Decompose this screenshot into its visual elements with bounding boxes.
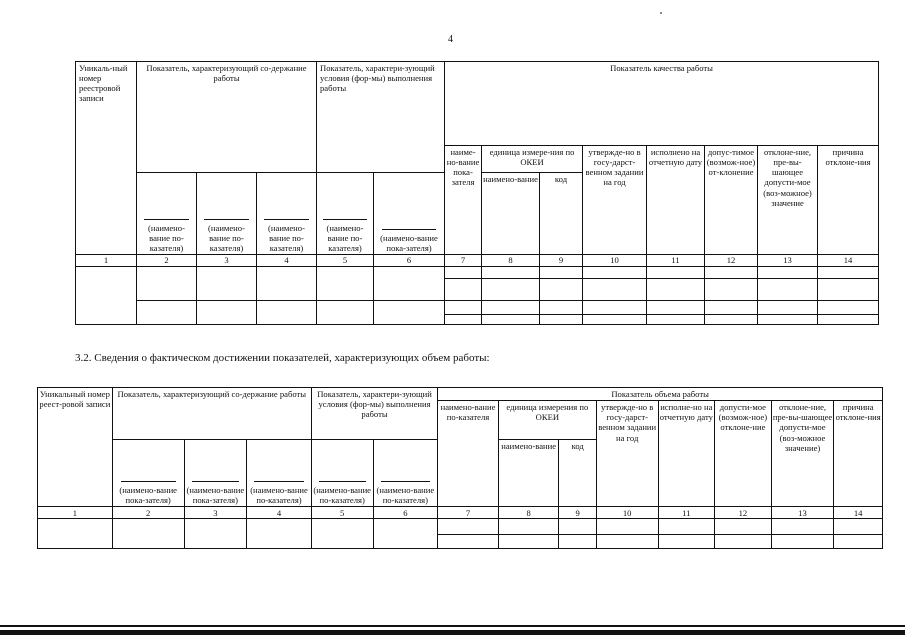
header-done: исполне-но на отчетную дату (658, 401, 715, 507)
header-registry-number: Уникальный номер реест-ровой записи (38, 388, 113, 507)
empty-cell (498, 535, 559, 549)
empty-cell (184, 519, 247, 549)
subheader-unit-name: наимено-вание (498, 440, 559, 507)
column-number: 1 (38, 507, 113, 519)
empty-cell (445, 301, 482, 315)
empty-cell (647, 315, 705, 325)
header-deviation-reason: причина отклоне-ния (818, 146, 879, 255)
column-number: 12 (705, 255, 758, 267)
empty-cell (445, 279, 482, 301)
scan-speck (660, 12, 662, 14)
empty-cell (583, 267, 647, 279)
empty-cell (758, 301, 818, 315)
empty-cell (647, 301, 705, 315)
empty-cell (137, 301, 197, 325)
header-okei-unit: единица измерения по ОКЕИ (498, 401, 596, 440)
empty-cell (647, 267, 705, 279)
column-number: 10 (583, 255, 647, 267)
subheader-content-1: (наимено-вание пока-зателя) (112, 440, 184, 507)
column-number: 9 (559, 507, 596, 519)
empty-cell (758, 315, 818, 325)
empty-cell (834, 535, 883, 549)
column-number: 14 (818, 255, 879, 267)
empty-cell (257, 267, 317, 301)
header-done: исполнено на отчетную дату (647, 146, 705, 255)
empty-cell (818, 279, 879, 301)
empty-cell (583, 315, 647, 325)
column-number: 4 (247, 507, 312, 519)
empty-cell (583, 301, 647, 315)
header-okei-unit: единица измере-ния по ОКЕИ (482, 146, 583, 173)
empty-cell (438, 535, 499, 549)
header-registry-number: Уникаль-ный номер реестровой записи (76, 62, 137, 255)
empty-cell (482, 279, 540, 301)
empty-cell (705, 267, 758, 279)
empty-cell (374, 267, 445, 301)
header-indicator-name: наимено-вание по-казателя (438, 401, 499, 507)
quality-indicators-table (75, 61, 879, 325)
subheader-conditions-1: (наимено-вание по-казателя) (317, 173, 374, 255)
table-row (76, 267, 879, 279)
header-conditions-indicator: Показатель, характери-зующий условия (фор-мы) выполнения работы (317, 62, 445, 173)
column-number: 3 (184, 507, 247, 519)
empty-cell (197, 267, 257, 301)
empty-cell (658, 535, 715, 549)
empty-cell (137, 267, 197, 301)
empty-cell (758, 279, 818, 301)
volume-indicators-table (37, 387, 883, 549)
column-number: 8 (498, 507, 559, 519)
empty-cell (818, 301, 879, 315)
empty-cell (705, 315, 758, 325)
empty-cell (112, 519, 184, 549)
header-allowed-deviation: допус-тимое (возмож-ное) от-клонение (705, 146, 758, 255)
column-number: 2 (137, 255, 197, 267)
empty-cell (445, 315, 482, 325)
empty-cell (647, 279, 705, 301)
empty-cell (818, 315, 879, 325)
header-volume-group: Показатель объема работы (438, 388, 883, 401)
empty-cell (76, 267, 137, 325)
column-number-row (76, 255, 879, 267)
subheader-content-1: (наимено-вание по-казателя) (137, 173, 197, 255)
column-number: 6 (374, 255, 445, 267)
subheader-unit-code: код (540, 173, 583, 255)
scan-border-line (0, 625, 905, 627)
column-number: 9 (540, 255, 583, 267)
header-content-indicator: Показатель, характеризующий со-держание работы (137, 62, 317, 173)
empty-cell (771, 519, 834, 535)
column-number: 14 (834, 507, 883, 519)
table-row (76, 301, 879, 315)
empty-cell (596, 535, 658, 549)
subheader-unit-name: наимено-вание (482, 173, 540, 255)
empty-cell (658, 519, 715, 535)
empty-cell (540, 315, 583, 325)
column-number: 6 (373, 507, 438, 519)
empty-cell (596, 519, 658, 535)
column-number-row (38, 507, 883, 519)
empty-cell (540, 267, 583, 279)
column-number: 12 (715, 507, 772, 519)
empty-cell (715, 519, 772, 535)
column-number: 13 (771, 507, 834, 519)
empty-cell (445, 267, 482, 279)
empty-cell (482, 267, 540, 279)
subheader-content-2: (наимено-вание по-казателя) (197, 173, 257, 255)
empty-cell (197, 301, 257, 325)
empty-cell (438, 519, 499, 535)
column-number: 7 (438, 507, 499, 519)
empty-cell (482, 315, 540, 325)
header-allowed-deviation: допусти-мое (возмож-ное) отклоне-ние (715, 401, 772, 507)
subheader-content-2: (наимено-вание пока-зателя) (184, 440, 247, 507)
column-number: 11 (647, 255, 705, 267)
empty-cell (540, 301, 583, 315)
empty-cell (38, 519, 113, 549)
column-number: 5 (311, 507, 373, 519)
header-conditions-indicator: Показатель, характери-зующий условия (фор-мы) выполнения работы (311, 388, 437, 440)
column-number: 11 (658, 507, 715, 519)
section-heading: 3.2. Сведения о фактическом достижении показателей, характеризующих объем работы: (75, 352, 490, 364)
header-quality-group: Показатель качества работы (445, 62, 879, 146)
column-number: 4 (257, 255, 317, 267)
empty-cell (257, 301, 317, 325)
column-number: 2 (112, 507, 184, 519)
empty-cell (317, 301, 374, 325)
header-indicator-name: наиме-но-вание пока-зателя (445, 146, 482, 255)
empty-cell (818, 267, 879, 279)
empty-cell (498, 519, 559, 535)
empty-cell (715, 535, 772, 549)
table-row (38, 519, 883, 535)
subheader-conditions-2: (наимено-вание пока-зателя) (374, 173, 445, 255)
empty-cell (311, 519, 373, 549)
subheader-content-3: (наимено-вание по-казателя) (247, 440, 312, 507)
page-number: 4 (448, 34, 453, 45)
empty-cell (583, 279, 647, 301)
column-number: 10 (596, 507, 658, 519)
subheader-conditions-1: (наимено-вание по-казателя) (311, 440, 373, 507)
column-number: 7 (445, 255, 482, 267)
scan-border-bar (0, 630, 905, 635)
column-number: 8 (482, 255, 540, 267)
empty-cell (758, 267, 818, 279)
column-number: 13 (758, 255, 818, 267)
empty-cell (373, 519, 438, 549)
empty-cell (540, 279, 583, 301)
subheader-content-3: (наимено-вание по-казателя) (257, 173, 317, 255)
empty-cell (559, 519, 596, 535)
empty-cell (247, 519, 312, 549)
empty-cell (374, 301, 445, 325)
header-content-indicator: Показатель, характеризующий со-держание работы (112, 388, 311, 440)
header-approved: утвержде-но в госу-дарст-венном задании на год (596, 401, 658, 507)
empty-cell (705, 301, 758, 315)
header-exceeding-deviation: отклоне-ние, пре-вы-шающее допусти-мое (воз-можное) значение (758, 146, 818, 255)
empty-cell (705, 279, 758, 301)
header-deviation-reason: причина отклоне-ния (834, 401, 883, 507)
header-exceeding-deviation: отклоне-ние, пре-вы-шающее допусти-мое (воз-можное значение) (771, 401, 834, 507)
header-approved: утвержде-но в госу-дарст-венном задании на год (583, 146, 647, 255)
empty-cell (559, 535, 596, 549)
column-number: 5 (317, 255, 374, 267)
empty-cell (834, 519, 883, 535)
subheader-unit-code: код (559, 440, 596, 507)
empty-cell (317, 267, 374, 301)
subheader-conditions-2: (наимено-вание по-казателя) (373, 440, 438, 507)
column-number: 3 (197, 255, 257, 267)
column-number: 1 (76, 255, 137, 267)
empty-cell (771, 535, 834, 549)
empty-cell (482, 301, 540, 315)
